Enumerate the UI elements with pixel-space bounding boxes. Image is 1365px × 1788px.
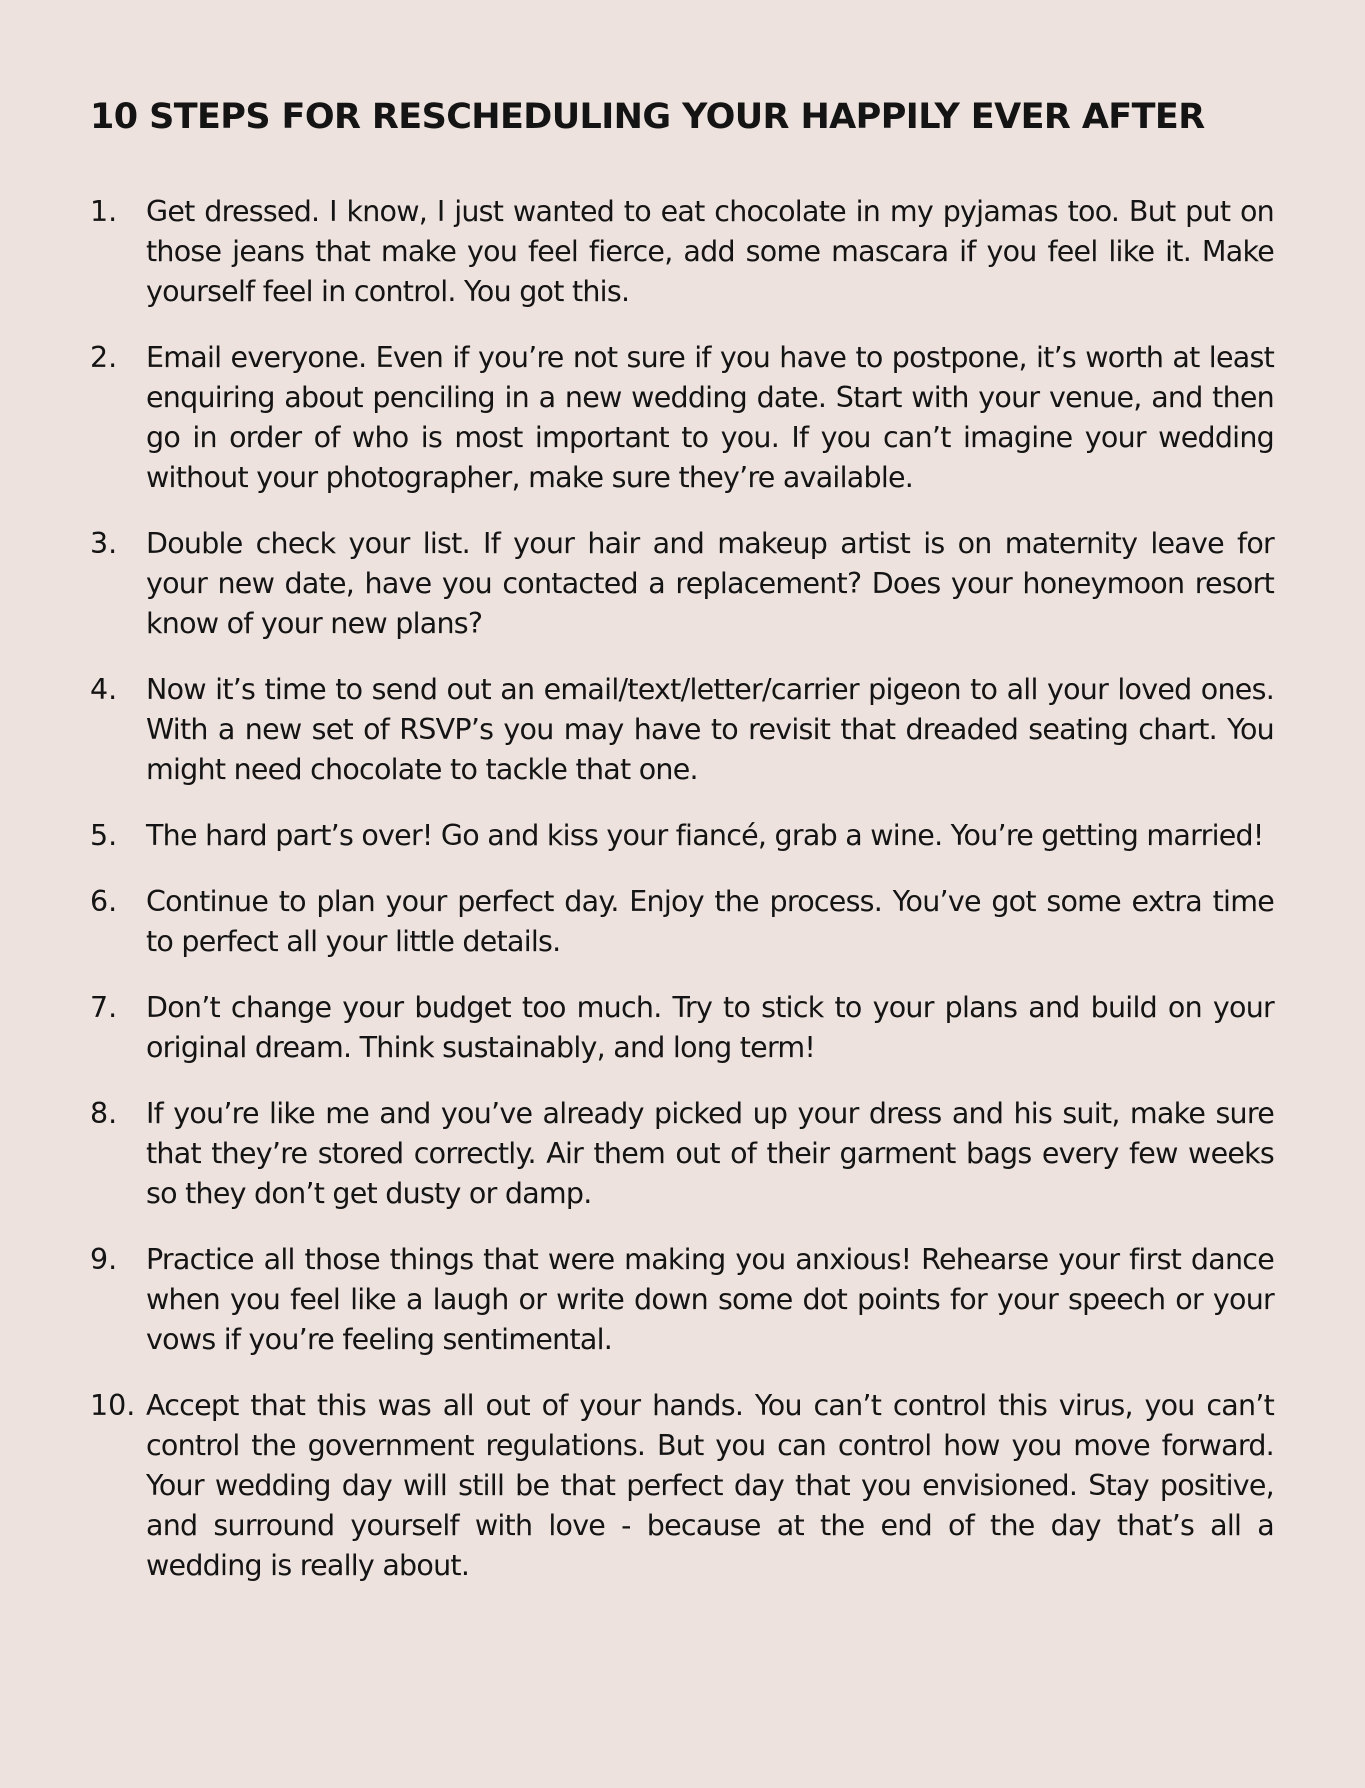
step-item-9 (90, 1240, 1275, 1360)
step-number: 8. (90, 1097, 118, 1130)
step-number: 5. (90, 819, 118, 852)
step-item-1 (90, 192, 1275, 312)
step-number: 10. (90, 1389, 136, 1422)
step-text: The hard part’s over! Go and kiss your fiancé, grab a wine. You’re getting married! (146, 819, 1264, 852)
step-text: Don’t change your budget too much. Try to stick to your plans and build on your original dream. Think sustainably, and long term! (146, 991, 1274, 1064)
step-text: Practice all those things that were making you anxious! Rehearse your first dance when you feel like a laugh or write down some dot points for your speech or your vows if you’re feeling sentimental. (146, 1243, 1274, 1356)
step-item-2 (90, 338, 1275, 498)
step-number: 1. (90, 195, 118, 228)
step-text: Now it’s time to send out an email/text/letter/carrier pigeon to all your loved ones. With a new set of RSVP’s you may have to revisit that dreaded seating chart. You might need chocolate to tackle that one. (146, 673, 1274, 786)
step-text: Continue to plan your perfect day. Enjoy the process. You’ve got some extra time to perfect all your little details. (146, 885, 1274, 958)
step-text: Accept that this was all out of your hands. You can’t control this virus, you can’t control the government regulations. But you can control how you move forward. Your wedding day will still be that perfect day that you envisioned. Stay positive, and surround yourself with love - because at the end of the day that’s all a wedding is really about. (146, 1389, 1274, 1582)
step-number: 9. (90, 1243, 118, 1276)
step-number: 4. (90, 673, 118, 706)
step-item-3 (90, 524, 1275, 644)
step-item-7 (90, 988, 1275, 1068)
page-title: 10 STEPS FOR RESCHEDULING YOUR HAPPILY EVER AFTER (90, 97, 1205, 137)
steps-list (90, 192, 1275, 1586)
step-text: Double check your list. If your hair and makeup artist is on maternity leave for your new date, have you contacted a replacement? Does your honeymoon resort know of your new plans? (146, 527, 1274, 640)
step-number: 2. (90, 341, 118, 374)
step-item-6 (90, 882, 1275, 962)
step-item-5 (90, 816, 1275, 856)
step-text: Email everyone. Even if you’re not sure if you have to postpone, it’s worth at least enquiring about penciling in a new wedding date. Start with your venue, and then go in order of who is most important to you. If you can’t imagine your wedding without your photographer, make sure they’re available. (146, 341, 1274, 494)
step-text: Get dressed. I know, I just wanted to eat chocolate in my pyjamas too. But put on those jeans that make you feel fierce, add some mascara if you feel like it. Make yourself feel in control. You got this. (146, 195, 1274, 308)
step-item-4 (90, 670, 1275, 790)
step-number: 3. (90, 527, 118, 560)
step-text: If you’re like me and you’ve already picked up your dress and his suit, make sure that they’re stored correctly. Air them out of their garment bags every few weeks so they don’t get dusty or damp. (146, 1097, 1274, 1210)
step-number: 7. (90, 991, 118, 1024)
step-number: 6. (90, 885, 118, 918)
step-item-10 (90, 1386, 1275, 1586)
step-item-8 (90, 1094, 1275, 1214)
